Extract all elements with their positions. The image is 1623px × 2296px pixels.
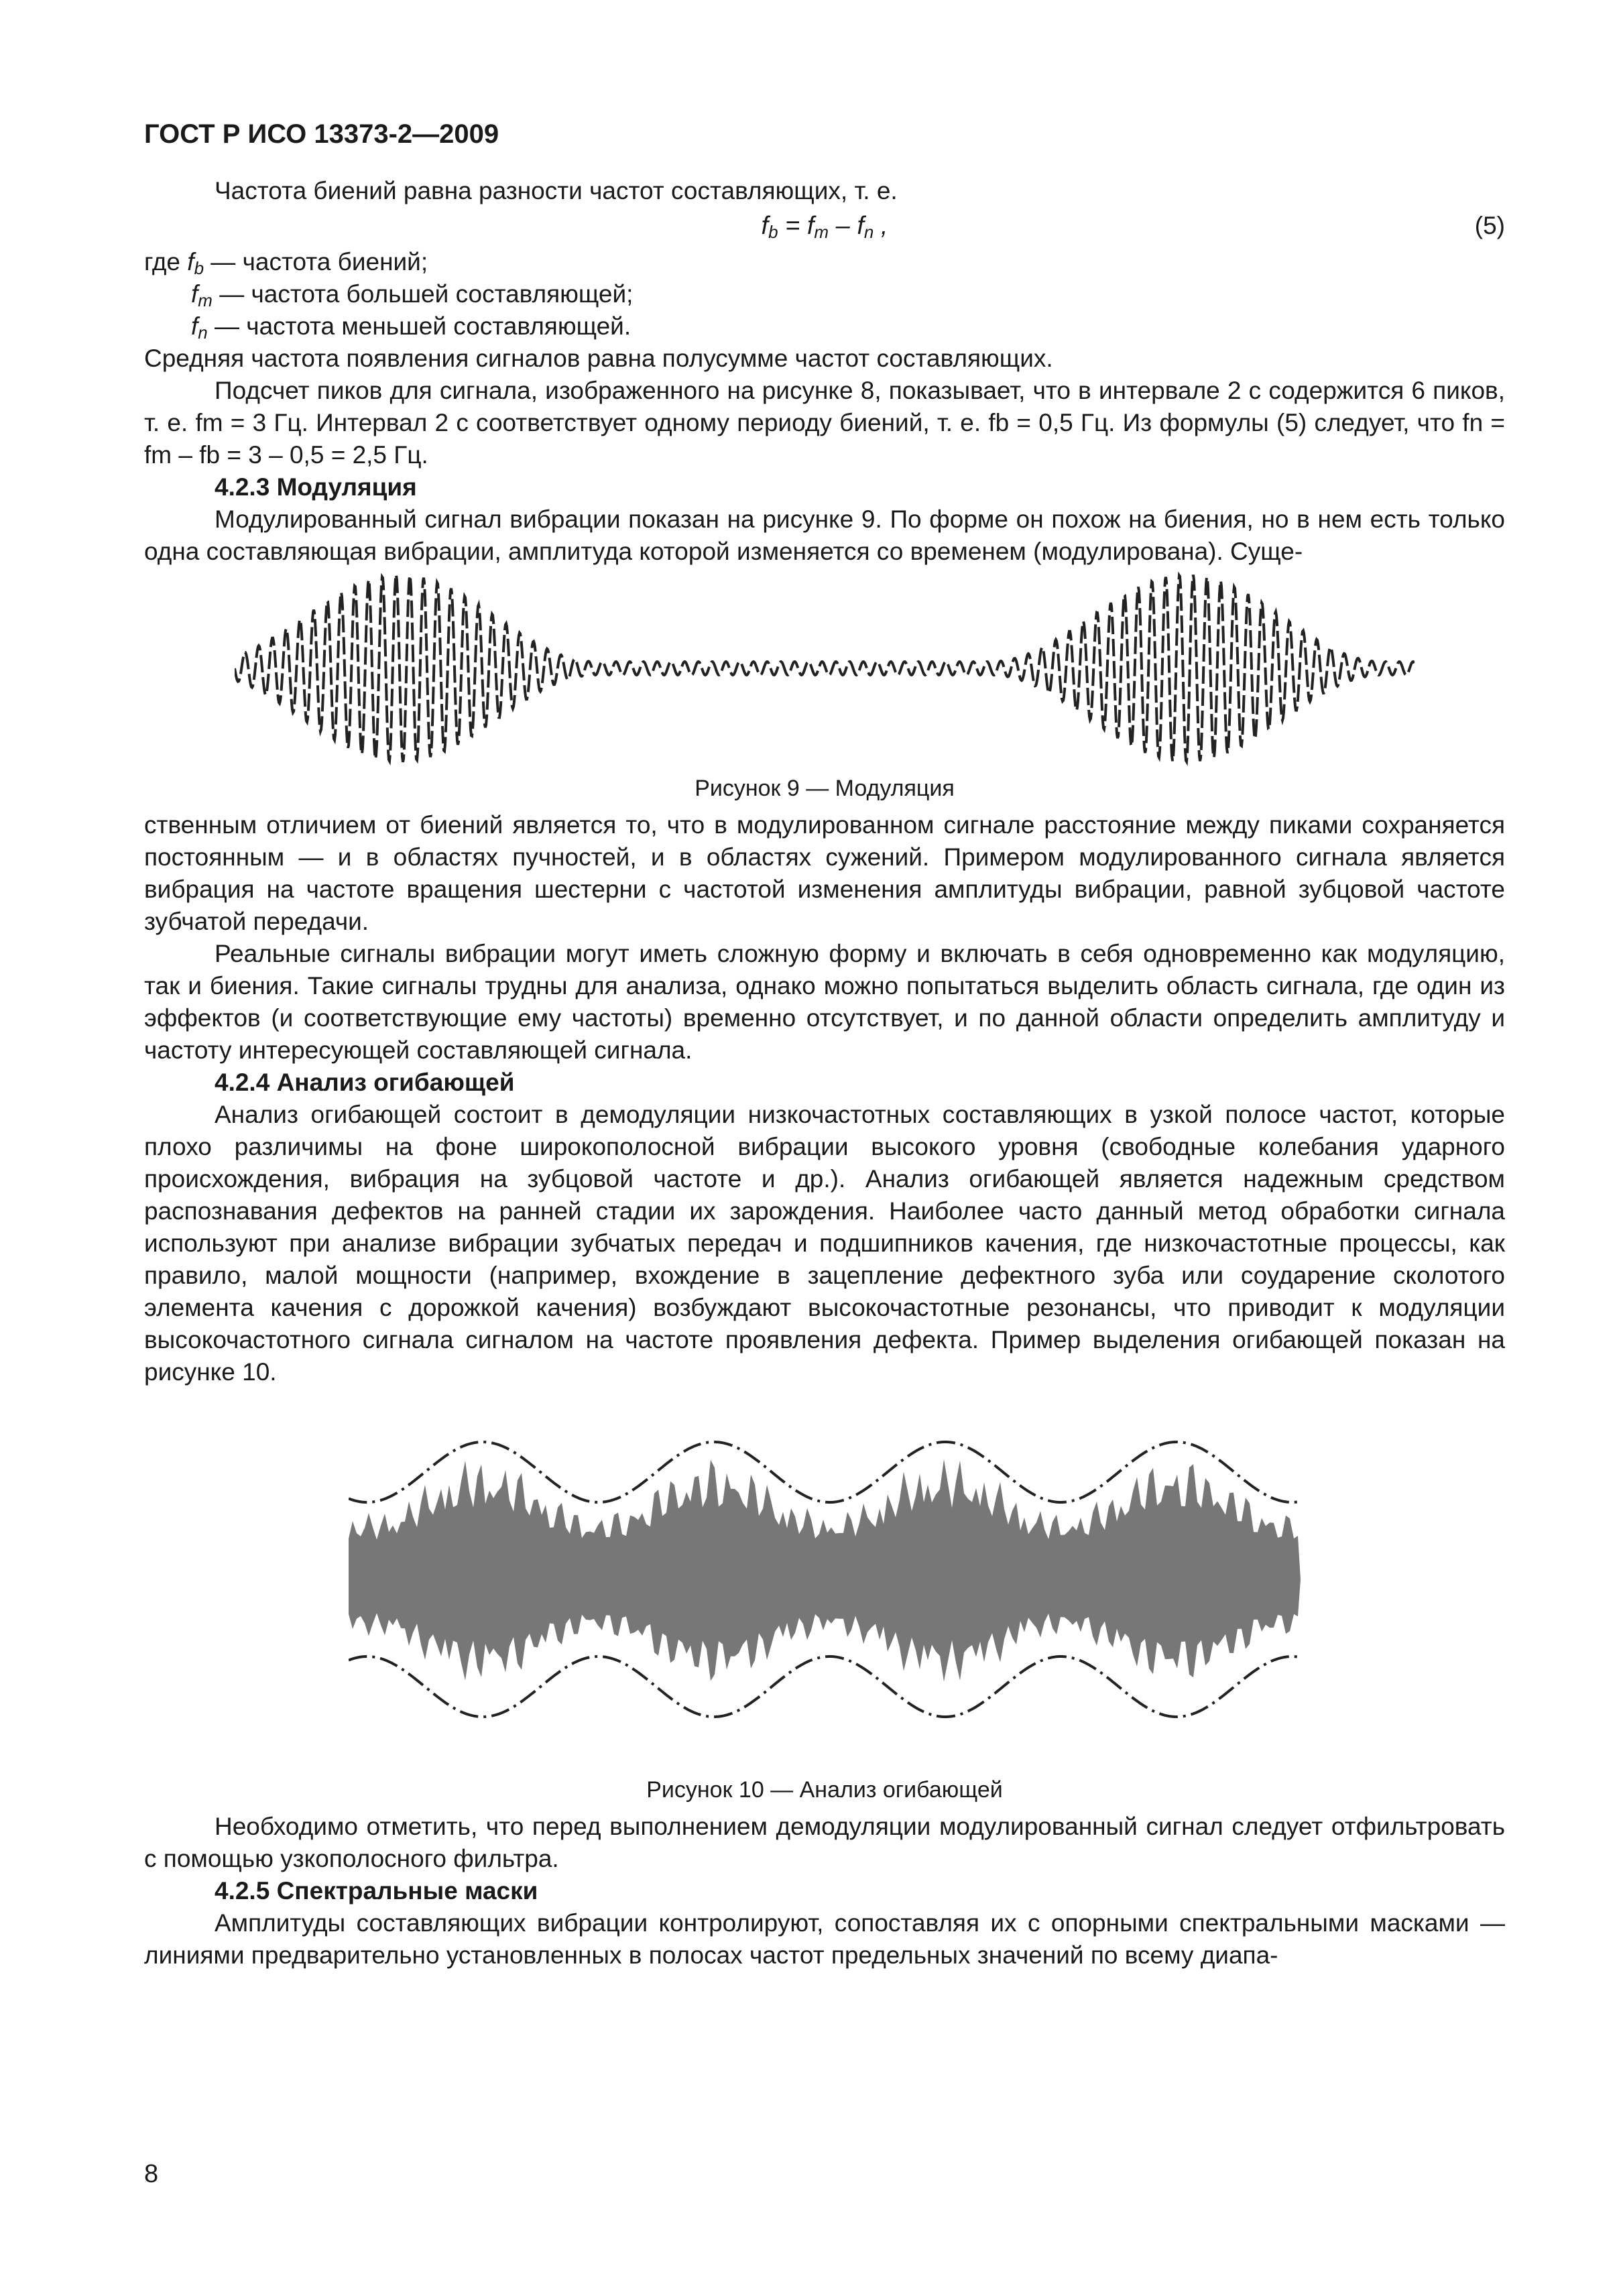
document-page [144,117,1505,1972]
figure-10-caption: Рисунок 10 — Анализ огибающей [646,1777,1003,1803]
figure-9-caption: Рисунок 9 — Модуляция [695,776,955,801]
formula-row [144,207,1505,246]
definition-fn: $f_n$ — частота меньшей составляющей. [191,312,632,343]
section-heading-4-2-5: 4.2.5 Спектральные маски [215,1877,538,1905]
section-heading-4-2-3: 4.2.3 Модуляция [215,473,417,501]
formula: $f_b = f_m - f_n$ , [761,212,888,242]
paragraph: Модулированный сигнал вибрации показан на рисунке 9. По форме он похож на биения, но в нем есть только одна составляющая вибрации, амплитуда которой изменяется со временем (модулирована). Суще- [144,505,1505,565]
formula-number: (5) [1474,212,1505,239]
paragraph: Необходимо отметить, что перед выполнением демодуляции модулированный сигнал следует отфильтровать с помощью узкополосного фильтра. [144,1813,1505,1872]
figure-10-envelope [349,1388,1301,1770]
paragraph: Частота биений равна разности частот составляющих, т. е. [215,177,898,204]
definition-fb: где $f_b$ — частота биений; [144,248,428,278]
paragraph: ственным отличием от биений является то, что в модулированном сигнале расстояние между пиками сохраняется постоянным — и в областях пучностей, и в областях сужений. Примером модулированного сигнала является вибрация на частоте вращения шестерни с частотой изменения амплитуды вибрации, равной зубцовой частоте зубчатой передачи. [144,811,1505,935]
page-number: 8 [144,2160,159,2188]
figure-9-modulation [235,568,1415,769]
definition-fm: $f_m$ — частота большей составляющей; [191,280,634,310]
document-header: ГОСТ Р ИСО 13373-2—2009 [144,119,499,149]
paragraph: Средняя частота появления сигналов равна полусумме частот составляющих. [144,345,1053,372]
paragraph: Подсчет пиков для сигнала, изображенного на рисунке 8, показывает, что в интервале 2 с содержится 6 пиков, т. е. fm = 3 Гц. Интервал 2 с соответствует одному периоду биений, т. е. fb = 0,5 Гц. Из формулы (5) следует, что fn = fm – fb = 3 – 0,5 = 2,5 Гц. [144,377,1505,469]
paragraph: Реальные сигналы вибрации могут иметь сложную форму и включать в себя одновременно как модуляцию, так и биения. Такие сигналы трудны для анализа, однако можно попытаться выделить область сигнала, где один из эффектов (и соответствующие ему частоты) временно отсутствует, и по данной области определить амплитуду и частоту интересующей составляющей сигнала. [144,940,1505,1064]
section-heading-4-2-4: 4.2.4 Анализ огибающей [215,1069,515,1096]
paragraph: Анализ огибающей состоит в демодуляции низкочастотных составляющих в узкой полосе частот, которые плохо различимы на фоне широкополосной вибрации высокого уровня (свободные колебания ударного происхождения, вибрация на зубцовой частоте и др.). Анализ огибающей является надежным средством распознавания дефектов на ранней стадии их зарождения. Наиболее часто данный метод обработки сигнала используют при анализе вибрации зубчатых передач и подшипников качения, где низкочастотные процессы, как правило, малой мощности (например, вхождение в зацепление дефектного зуба или соударение сколотого элемента качения с дорожкой качения) возбуждают высокочастотные резонансы, что приводит к модуляции высокочастотного сигнала сигналом на частоте проявления дефекта. Пример выделения огибающей показан на рисунке 10. [144,1101,1505,1386]
paragraph: Амплитуды составляющих вибрации контролируют, сопоставляя их с опорными спектральными масками — линиями предварительно установленных в полосах частот предельных значений по всему диапа- [144,1909,1505,1969]
